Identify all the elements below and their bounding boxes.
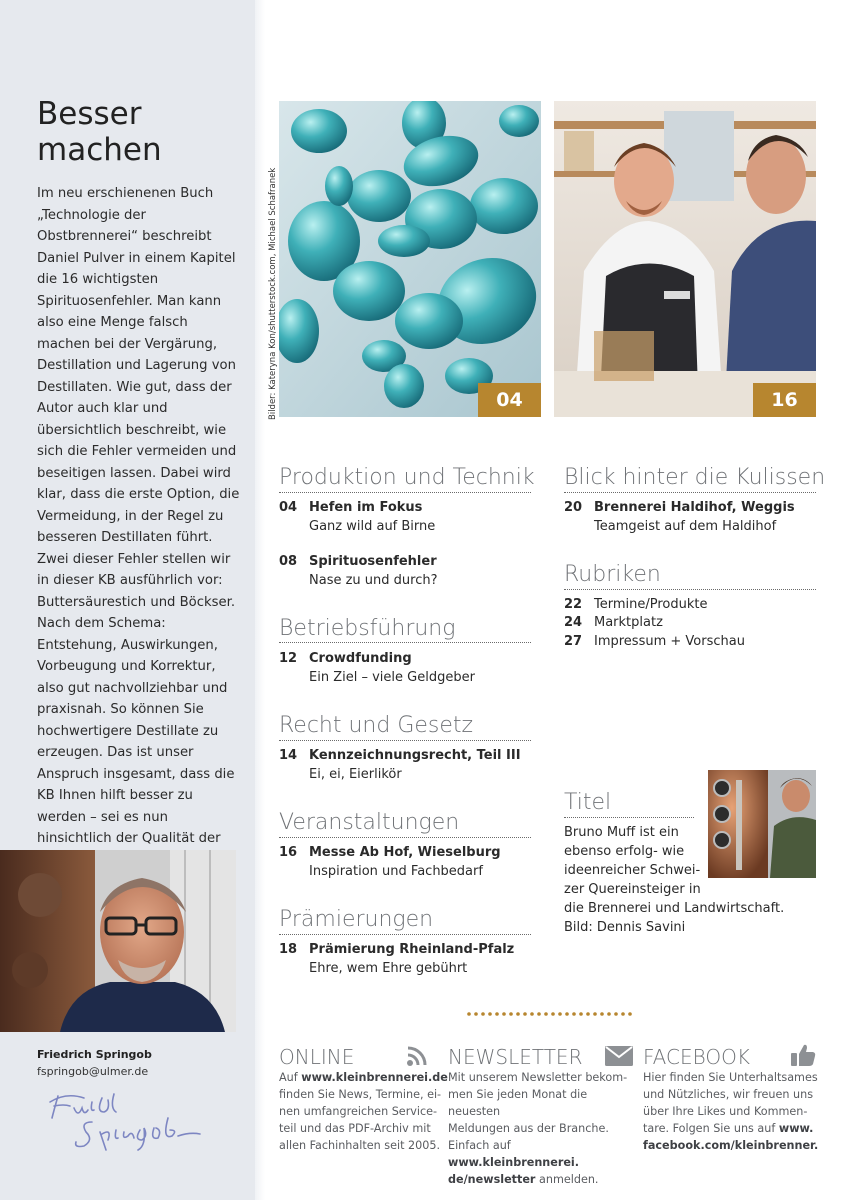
divider-dot — [551, 1012, 555, 1016]
section-rule — [564, 817, 694, 818]
section-heading-rubriken: Rubriken — [564, 562, 661, 587]
cover-description: Bruno Muff ist ein ebenso erfolg- wie ideenreicher Schwei- zer Quereinsteiger in die Brennerei und Landwirtschaft. Bild: Dennis Savini — [564, 825, 785, 935]
facebook-link[interactable]: www. — [778, 1122, 814, 1135]
section-rule — [564, 589, 816, 590]
yeast-photo — [279, 101, 541, 417]
divider-dot — [614, 1012, 618, 1016]
divider-dot — [572, 1012, 576, 1016]
editorial-body: Im neu erschienenen Buch „Technologie der Obstbrennerei“ beschreibt Daniel Pulver in einem Kapitel die 16 wichtigsten Spirituosenfehler. Man kann also eine Menge falsch machen bei der Vergärung, Destillation und Lagerung von Destillaten. Wie gut, dass der Autor auch klar und übersichtlich beschreibt, wie sich die Fehler vermeiden und beseitigen lassen. Dabei wird klar, dass die erste Option, die Vermeidung, in der Regel zu besseren Destillaten führt. Zwei dieser Fehler stellen wir in dieser KB ausführlich vor: Buttersäurestich und Böckser. Nach dem Schema: Entstehung, Auswirkungen, Vorbeugung und Korrektur, also gut nachvollziehbar und praxisnah. So können Sie hochwertigere Destillate zu erzeugen. Das ist unser Anspruch insgesamt, dass die KB Ihnen hilft besser zu werden – sei es nun hinsichtlich der Qualität der — [37, 186, 240, 846]
divider-dot — [558, 1012, 562, 1016]
divider-dot — [516, 1012, 520, 1016]
author-signature — [44, 1088, 204, 1154]
divider-dot — [495, 1012, 499, 1016]
newsletter-link-cont[interactable]: de/newsletter — [448, 1173, 536, 1186]
author-email[interactable]: fspringob@ulmer.de — [37, 1065, 149, 1078]
divider-dot — [474, 1012, 478, 1016]
divider-dot — [607, 1012, 611, 1016]
section-heading-kulissen: Blick hinter die Kulissen — [564, 465, 826, 490]
section-heading-recht: Recht und Gesetz — [279, 713, 474, 738]
section-rule — [564, 492, 816, 493]
section-rule — [279, 934, 531, 935]
section-rule — [279, 642, 531, 643]
divider-dot — [621, 1012, 625, 1016]
online-heading: ONLINE — [279, 1045, 355, 1069]
rss-icon[interactable] — [406, 1045, 430, 1067]
page-tag-16[interactable]: 16 — [753, 383, 816, 417]
cover-photo — [708, 770, 816, 878]
divider-dot — [593, 1012, 597, 1016]
divider-dot — [502, 1012, 506, 1016]
website-link[interactable]: www.kleinbrennerei.de — [301, 1071, 448, 1084]
envelope-icon[interactable] — [605, 1046, 633, 1066]
divider-dot — [509, 1012, 513, 1016]
divider-dot — [467, 1012, 471, 1016]
divider-dot — [488, 1012, 492, 1016]
facebook-heading: FACEBOOK — [643, 1045, 750, 1069]
section-rule — [279, 492, 531, 493]
section-heading-titel: Titel — [564, 790, 612, 815]
brewery-staff-photo — [554, 101, 816, 417]
divider-dot — [628, 1012, 632, 1016]
divider-dot — [600, 1012, 604, 1016]
section-rule — [279, 837, 531, 838]
section-heading-produktion: Produktion und Technik — [279, 465, 535, 490]
section-heading-praemierungen: Prämierungen — [279, 907, 434, 932]
author-name: Friedrich Springob — [37, 1048, 152, 1061]
newsletter-link[interactable]: www.kleinbrennerei. — [448, 1156, 580, 1169]
section-rule — [279, 740, 531, 741]
thumbs-up-icon[interactable] — [790, 1043, 816, 1067]
divider-dot — [530, 1012, 534, 1016]
newsletter-heading: NEWSLETTER — [448, 1045, 583, 1069]
photo-credit: Bilder: Kateryna Kon/shutterstock.com, Michael Schafranek — [268, 167, 278, 420]
online-text: Auf www.kleinbrennerei.de finden Sie News, Termine, ei- nen umfangreichen Service- teil und das PDF-Archiv mit allen Fachinhalten seit 2005. — [279, 1071, 448, 1152]
divider-dot — [579, 1012, 583, 1016]
decorative-dot-divider — [466, 1011, 632, 1017]
author-portrait — [0, 850, 236, 1032]
section-heading-betriebsfuehrung: Betriebsführung — [279, 616, 456, 641]
divider-dot — [586, 1012, 590, 1016]
divider-dot — [544, 1012, 548, 1016]
page-tag-04[interactable]: 04 — [478, 383, 541, 417]
divider-dot — [523, 1012, 527, 1016]
section-heading-veranstaltungen: Veranstaltungen — [279, 810, 460, 835]
editorial-title: Besser machen — [37, 96, 162, 168]
facebook-text: Hier finden Sie Unterhaltsames und Nützliches, wir freuen uns über Ihre Likes und Kommen- tare. Folgen Sie uns auf www. facebook.com/kleinbrenner. — [643, 1071, 819, 1152]
divider-dot — [565, 1012, 569, 1016]
divider-dot — [537, 1012, 541, 1016]
facebook-link-cont[interactable]: facebook.com/kleinbrenner. — [643, 1139, 819, 1152]
sidebar-shadow — [255, 0, 265, 1200]
divider-dot — [481, 1012, 485, 1016]
newsletter-text: Mit unserem Newsletter bekom- men Sie jeden Monat die neuesten Meldungen aus der Branche. Einfach auf www.kleinbrennerei. de/newsletter anmelden. — [448, 1071, 628, 1186]
